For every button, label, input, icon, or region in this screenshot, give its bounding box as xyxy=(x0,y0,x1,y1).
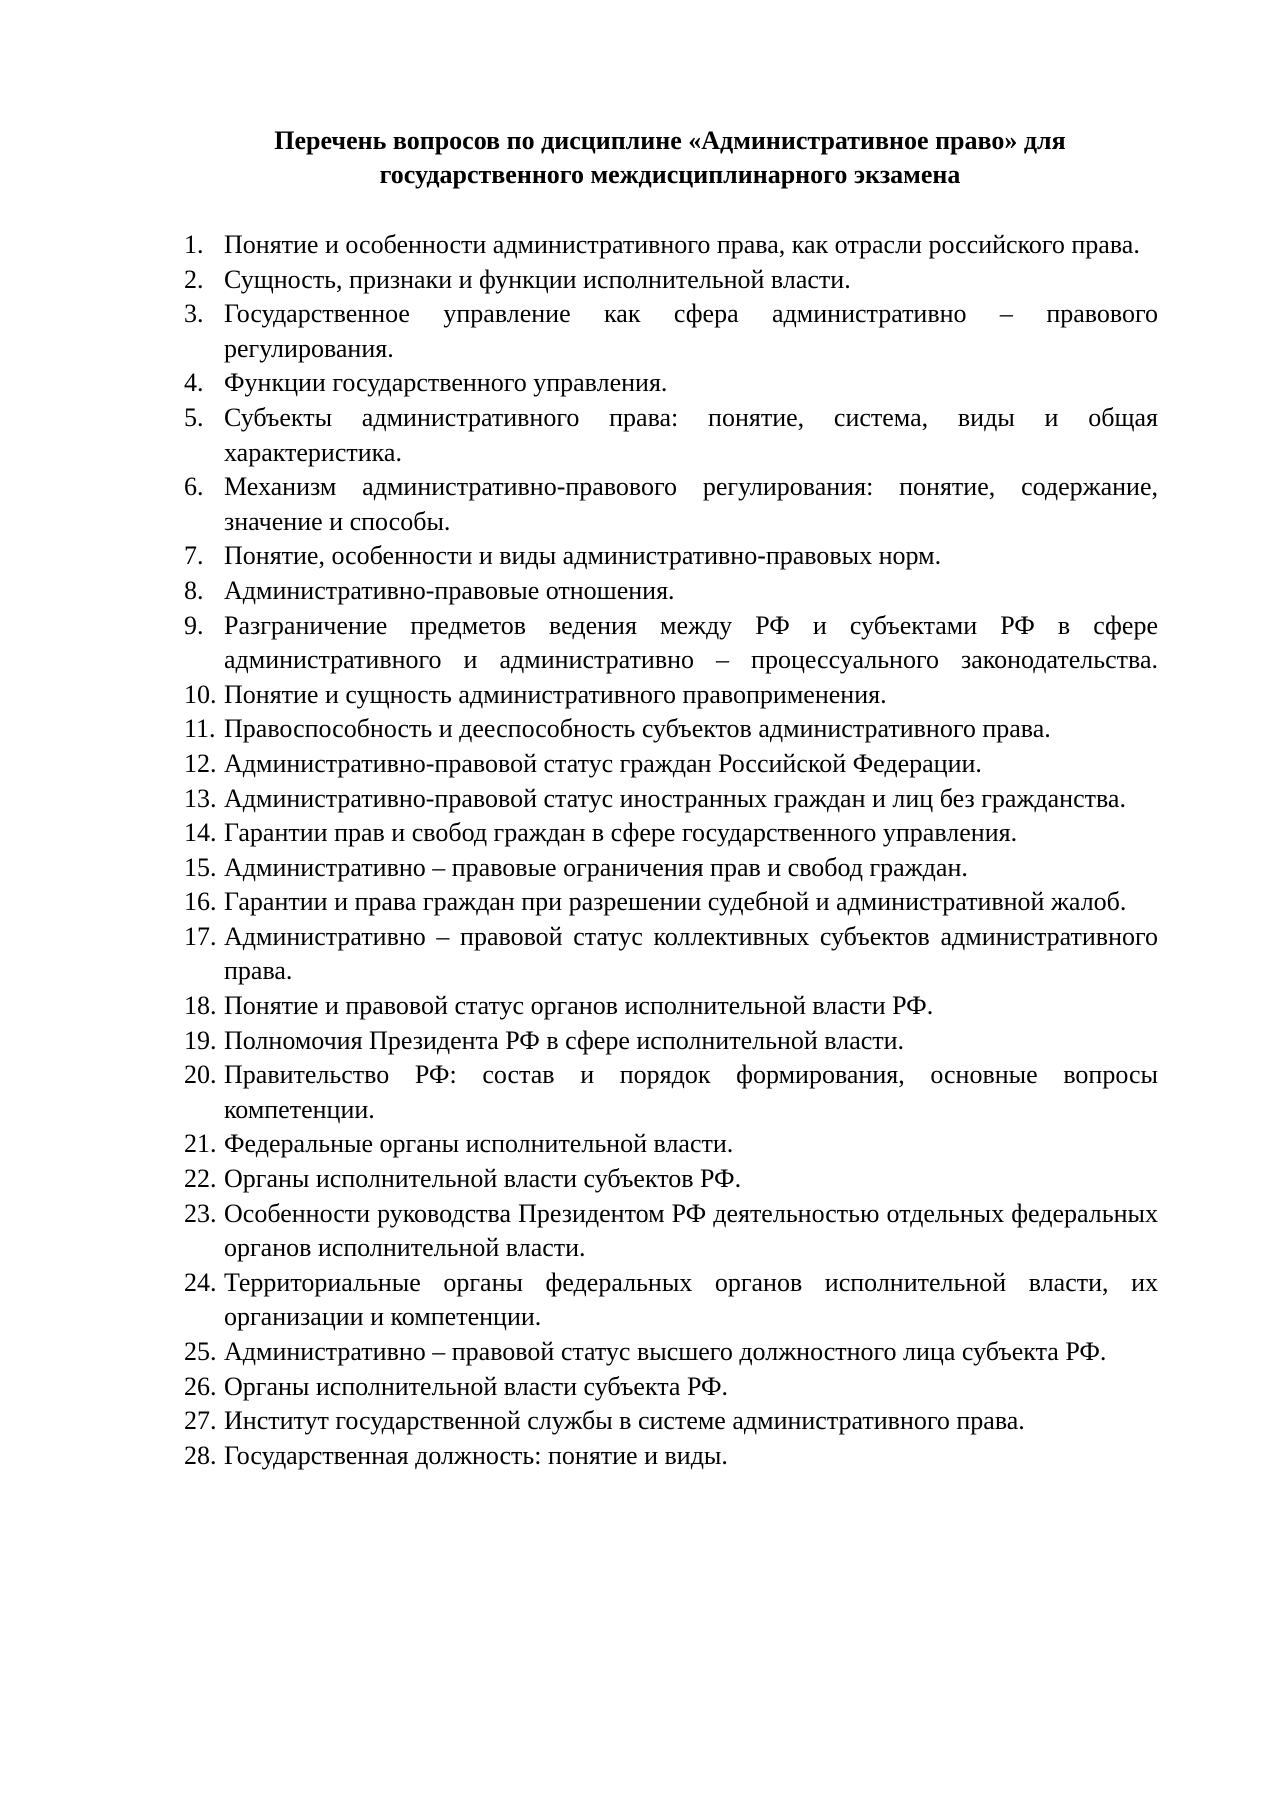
question-text: Гарантии прав и свобод граждан в сфере государственного управления. xyxy=(224,818,1018,848)
question-text: Механизм административно-правового регулирования: понятие, содержание, значение и способы. xyxy=(224,472,1158,536)
question-number: 28. xyxy=(184,1440,217,1470)
question-number: 21. xyxy=(184,1129,217,1159)
list-item xyxy=(184,470,1158,539)
question-number: 15. xyxy=(184,852,217,882)
document-title-line-2: государственного междисциплинарного экзамена xyxy=(379,160,961,189)
question-number: 13. xyxy=(184,783,217,813)
question-text: Понятие и правовой статус органов исполнительной власти РФ. xyxy=(224,991,934,1021)
question-number: 6. xyxy=(184,472,204,502)
list-item xyxy=(184,1404,1158,1439)
question-text: Административно – правовой статус высшего должностного лица субъекта РФ. xyxy=(224,1337,1107,1366)
list-item xyxy=(184,401,1158,470)
question-number: 23. xyxy=(184,1198,217,1228)
list-item xyxy=(184,297,1158,366)
list-item xyxy=(184,539,1158,574)
list-item xyxy=(184,1058,1158,1127)
list-item xyxy=(184,712,1158,747)
list-item xyxy=(184,678,1158,713)
question-text: Органы исполнительной власти субъекта РФ. xyxy=(224,1371,729,1401)
list-item xyxy=(184,1197,1158,1266)
question-text: Сущность, признаки и функции исполнительной власти. xyxy=(224,264,851,294)
question-text: Понятие и особенности административного права, как отрасли российского права. xyxy=(224,230,1140,259)
question-text: Государственное управление как сфера административно – правового регулирования. xyxy=(224,299,1158,363)
list-item xyxy=(184,747,1158,782)
question-number: 14. xyxy=(184,818,217,848)
list-item xyxy=(184,1335,1158,1370)
question-number: 9. xyxy=(184,610,204,640)
question-number: 27. xyxy=(184,1406,217,1436)
question-number: 7. xyxy=(184,541,204,571)
list-item xyxy=(184,263,1158,298)
question-number: 24. xyxy=(184,1267,217,1297)
question-number: 20. xyxy=(184,1060,217,1090)
question-number: 1. xyxy=(184,230,204,259)
question-number: 11. xyxy=(184,714,216,744)
list-item xyxy=(184,782,1158,817)
question-number: 8. xyxy=(184,575,204,605)
question-number: 12. xyxy=(184,748,217,778)
question-text: Полномочия Президента РФ в сфере исполнительной власти. xyxy=(224,1025,905,1055)
list-item xyxy=(184,609,1158,678)
question-text: Административно – правовые ограничения прав и свобод граждан. xyxy=(224,852,968,882)
list-item xyxy=(184,989,1158,1024)
question-number: 26. xyxy=(184,1371,217,1401)
question-list xyxy=(184,228,1158,1473)
question-number: 18. xyxy=(184,991,217,1021)
question-number: 5. xyxy=(184,402,204,432)
list-item xyxy=(184,574,1158,609)
list-item xyxy=(184,851,1158,886)
question-text: Понятие и сущность административного правоприменения. xyxy=(224,679,887,709)
question-text: Субъекты административного права: понятие, система, виды и общая характеристика. xyxy=(224,402,1158,467)
question-text: Территориальные органы федеральных органов исполнительной власти, их организации и компетенции. xyxy=(224,1267,1158,1332)
question-text: Административно-правовой статус иностранных граждан и лиц без гражданства. xyxy=(224,783,1126,813)
question-text: Органы исполнительной власти субъектов РФ. xyxy=(224,1164,742,1194)
question-text: Административно-правовые отношения. xyxy=(224,575,675,605)
question-number: 16. xyxy=(184,887,217,917)
question-text: Гарантии и права граждан при разрешении судебной и административной жалоб. xyxy=(224,887,1127,917)
question-number: 10. xyxy=(184,679,217,709)
question-number: 2. xyxy=(184,264,204,294)
question-text: Особенности руководства Президентом РФ деятельностью отдельных федеральных органов исполнительной власти. xyxy=(224,1198,1158,1263)
list-item xyxy=(184,1266,1158,1335)
question-text: Федеральные органы исполнительной власти. xyxy=(224,1129,734,1159)
question-number: 25. xyxy=(184,1337,217,1366)
question-text: Административно – правовой статус коллективных субъектов административного права. xyxy=(224,921,1158,986)
document-title-line-1: Перечень вопросов по дисциплине «Административное право» для xyxy=(274,126,1066,155)
question-number: 17. xyxy=(184,921,217,951)
question-text: Государственная должность: понятие и виды. xyxy=(224,1440,728,1470)
list-item xyxy=(184,920,1158,989)
question-number: 4. xyxy=(184,368,204,398)
list-item xyxy=(184,1439,1158,1474)
list-item xyxy=(184,366,1158,401)
question-text: Правительство РФ: состав и порядок формирования, основные вопросы компетенции. xyxy=(224,1060,1158,1124)
question-text: Институт государственной службы в системе административного права. xyxy=(224,1406,1025,1436)
question-text: Функции государственного управления. xyxy=(224,368,668,398)
question-text: Разграничение предметов ведения между РФ и субъектами РФ в сфере административного и административно – процессуального законодательства. xyxy=(224,610,1158,675)
question-number: 3. xyxy=(184,299,204,329)
list-item xyxy=(184,1162,1158,1197)
question-text: Понятие, особенности и виды административно-правовых норм. xyxy=(224,541,942,571)
question-number: 19. xyxy=(184,1025,217,1055)
question-text: Административно-правовой статус граждан Российской Федерации. xyxy=(224,748,982,778)
list-item xyxy=(184,228,1158,263)
list-item xyxy=(184,1024,1158,1059)
list-item xyxy=(184,816,1158,851)
list-item xyxy=(184,1127,1158,1162)
list-item xyxy=(184,1370,1158,1405)
list-item xyxy=(184,885,1158,920)
question-text: Правоспособность и дееспособность субъектов административного права. xyxy=(224,714,1051,744)
document-title xyxy=(190,124,1150,192)
question-number: 22. xyxy=(184,1164,217,1194)
